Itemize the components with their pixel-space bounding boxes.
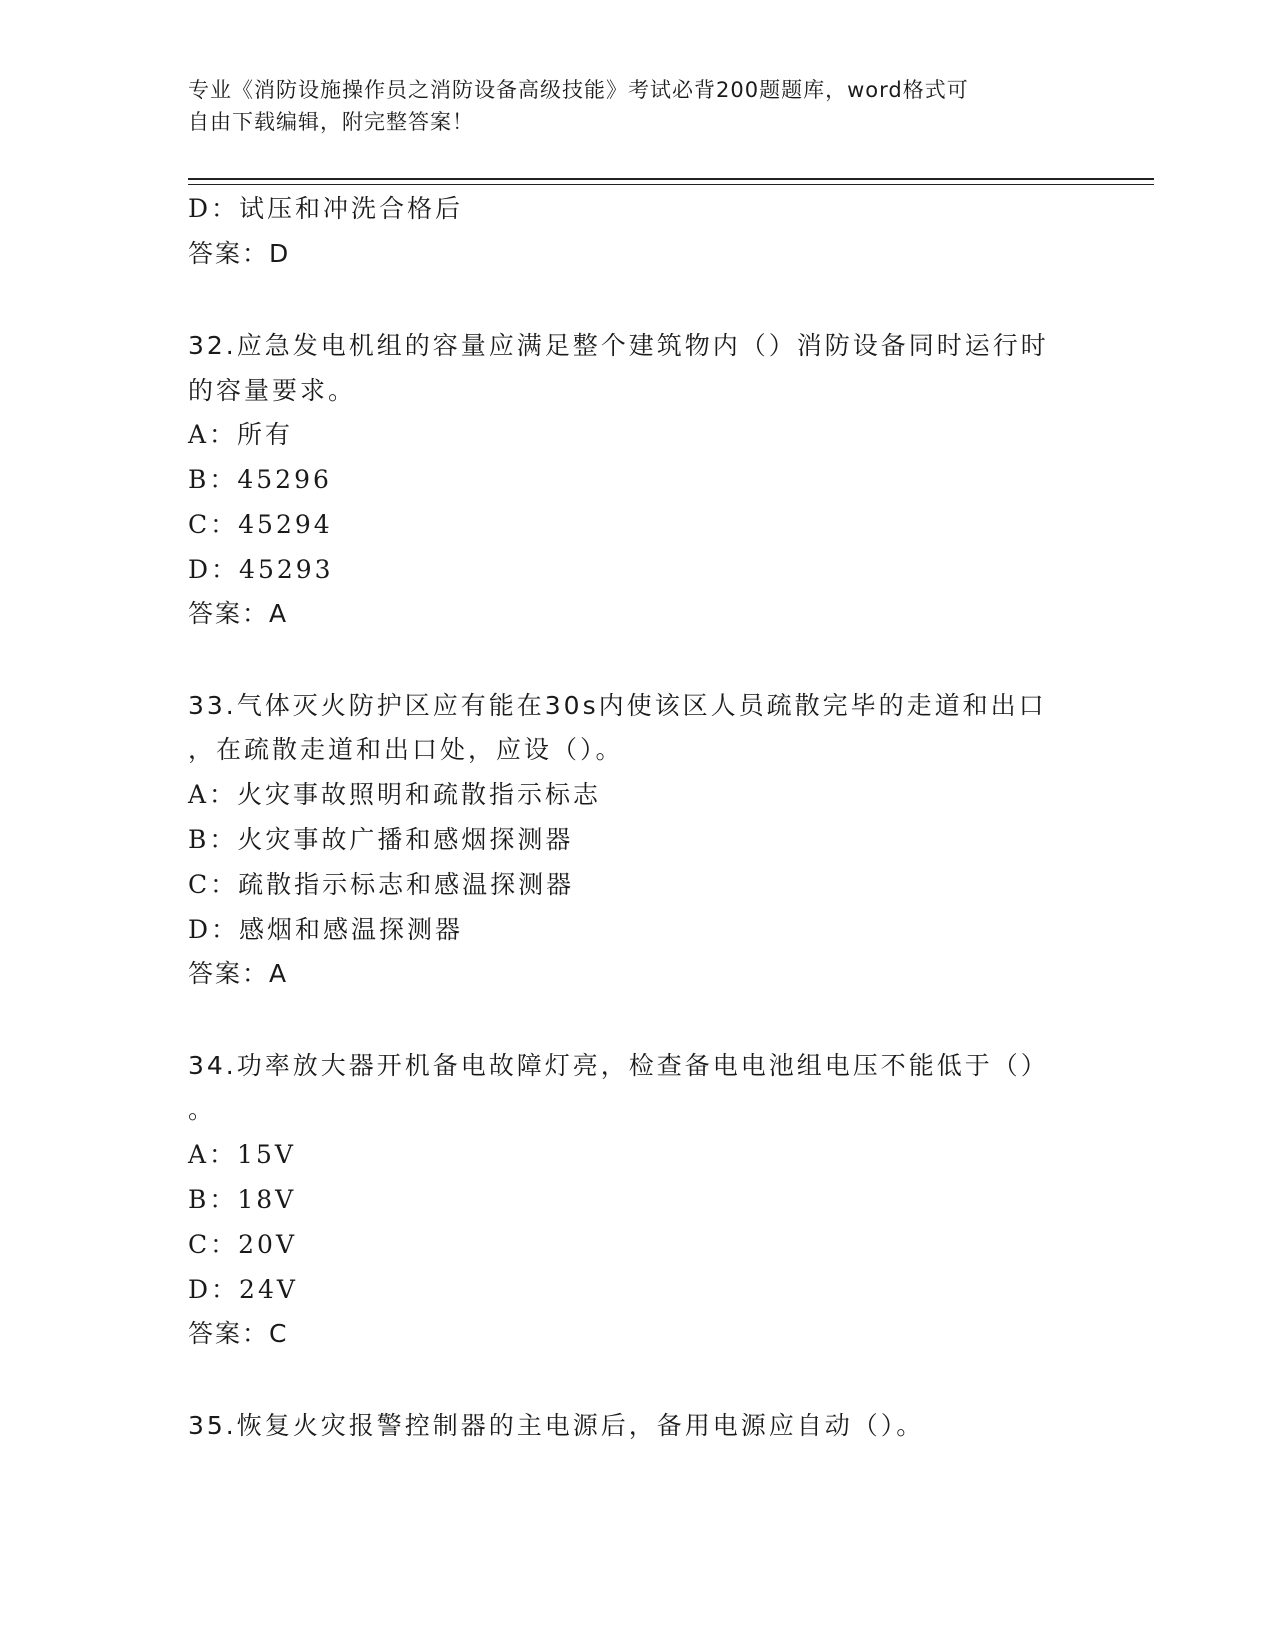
header-line-2: 自由下载编辑，附完整答案！ (188, 110, 474, 134)
q33-option-b: B：火灾事故广播和感烟探测器 (188, 825, 574, 854)
prev-answer: 答案：D (188, 239, 291, 268)
q34-option-c: C：20V (188, 1230, 297, 1259)
q32-option-a: A：所有 (188, 420, 294, 449)
q32-stem-line-1: 32.应急发电机组的容量应满足整个建筑物内（）消防设备同时运行时 (188, 331, 1049, 360)
q32-option-b: B：45296 (188, 465, 332, 494)
header-line-1: 专业《消防设施操作员之消防设备高级技能》考试必背200题题库，word格式可 (188, 78, 969, 102)
q34-stem-line-2: 。 (188, 1095, 217, 1124)
document-header (188, 74, 1088, 138)
q33-stem-line-2: ，在疏散走道和出口处，应设（）。 (188, 735, 624, 764)
header-divider-thin (188, 184, 1154, 185)
q32-option-d: D：45293 (188, 555, 334, 584)
q34-option-b: B：18V (188, 1185, 297, 1214)
q34-answer: 答案：C (188, 1319, 289, 1348)
q32-option-c: C：45294 (188, 510, 333, 539)
q33-option-c: C：疏散指示标志和感温探测器 (188, 870, 575, 899)
q34-option-a: A：15V (188, 1140, 296, 1169)
q33-answer: 答案：A (188, 959, 289, 988)
prev-option-d: D：试压和冲洗合格后 (188, 194, 464, 223)
q33-stem-line-1: 33.气体灭火防护区应有能在30s内使该区人员疏散完毕的走道和出口 (188, 691, 1047, 720)
q32-stem-line-2: 的容量要求。 (188, 376, 357, 405)
q33-option-d: D：感烟和感温探测器 (188, 915, 464, 944)
q34-stem-line-1: 34.功率放大器开机备电故障灯亮，检查备电电池组电压不能低于（） (188, 1051, 1049, 1080)
q34-option-d: D：24V (188, 1275, 298, 1304)
q32-answer: 答案：A (188, 599, 289, 628)
q35-stem-line-1: 35.恢复火灾报警控制器的主电源后，备用电源应自动（）。 (188, 1411, 925, 1440)
header-divider-thick (188, 178, 1154, 180)
q33-option-a: A：火灾事故照明和疏散指示标志 (188, 780, 602, 809)
